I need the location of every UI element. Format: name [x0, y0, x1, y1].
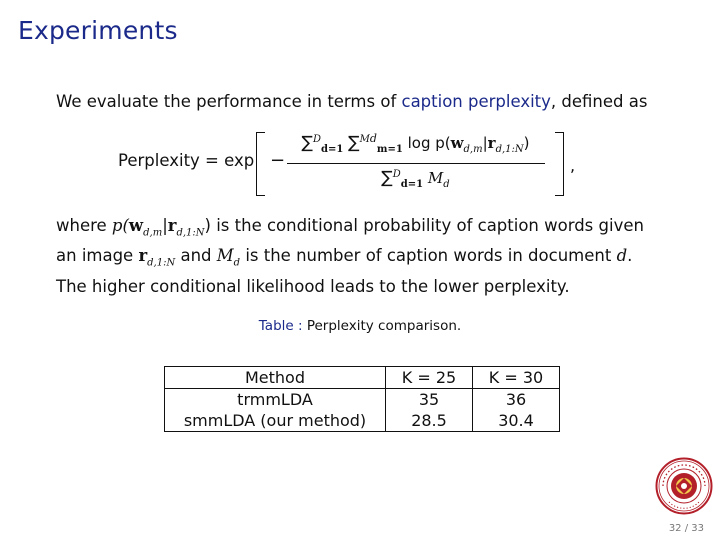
- table-header-row: [165, 367, 560, 389]
- denominator: ∑$^D_{d=1}$ $M_d$: [381, 168, 450, 190]
- cell-k30: 30.4: [473, 410, 560, 432]
- numerator: ∑$^D_{d=1}$ ∑$^{Md}_{m=1}$ $\log p(w_{d,m}|r_{d,1:N})$: [301, 132, 530, 155]
- slide-title: Experiments: [18, 16, 178, 45]
- where-line-2: an image $r_{d,1:N}$ and $M_d$ is the number of caption words in document d.: [56, 246, 633, 269]
- cell-k30: 36: [473, 389, 560, 411]
- table-caption-label: Table :: [258, 318, 303, 334]
- equation-comma: ,: [570, 156, 576, 175]
- where-paragraph: [56, 214, 644, 298]
- caption-perplexity-term: caption perplexity: [401, 92, 551, 111]
- perplexity-equation: [118, 130, 588, 198]
- fraction-bar: [287, 163, 545, 164]
- perplexity-table: [164, 366, 560, 432]
- intro-paragraph: [56, 90, 647, 113]
- page-number: 32 / 33: [668, 523, 704, 534]
- fraction: [283, 130, 548, 198]
- table-caption: [0, 318, 720, 334]
- left-bracket: [256, 132, 265, 196]
- header-k30: K = 30: [473, 367, 560, 389]
- cell-k25: 28.5: [386, 410, 473, 432]
- header-k25: K = 25: [386, 367, 473, 389]
- header-method: Method: [165, 367, 386, 389]
- cell-method: trmmLDA: [165, 389, 386, 411]
- where-line-1: where $p(w_{d,m}|r_{d,1:N})$ is the conditional probability of caption words given: [56, 216, 644, 239]
- table-row: [165, 389, 560, 411]
- cell-method: smmLDA (our method): [165, 410, 386, 432]
- right-bracket: [555, 132, 564, 196]
- cell-k25: 35: [386, 389, 473, 411]
- intro-suffix: , defined as: [550, 92, 648, 111]
- equation-lhs: Perplexity = exp: [118, 151, 255, 170]
- table-row: [165, 410, 560, 432]
- table-caption-text: Perplexity comparison.: [306, 318, 462, 334]
- minus-sign: −: [270, 150, 286, 171]
- where-line-3: The higher conditional likelihood leads to the lower perplexity.: [56, 276, 570, 296]
- intro-text: We evaluate the performance in terms of: [56, 92, 397, 111]
- university-seal-logo: [655, 457, 713, 515]
